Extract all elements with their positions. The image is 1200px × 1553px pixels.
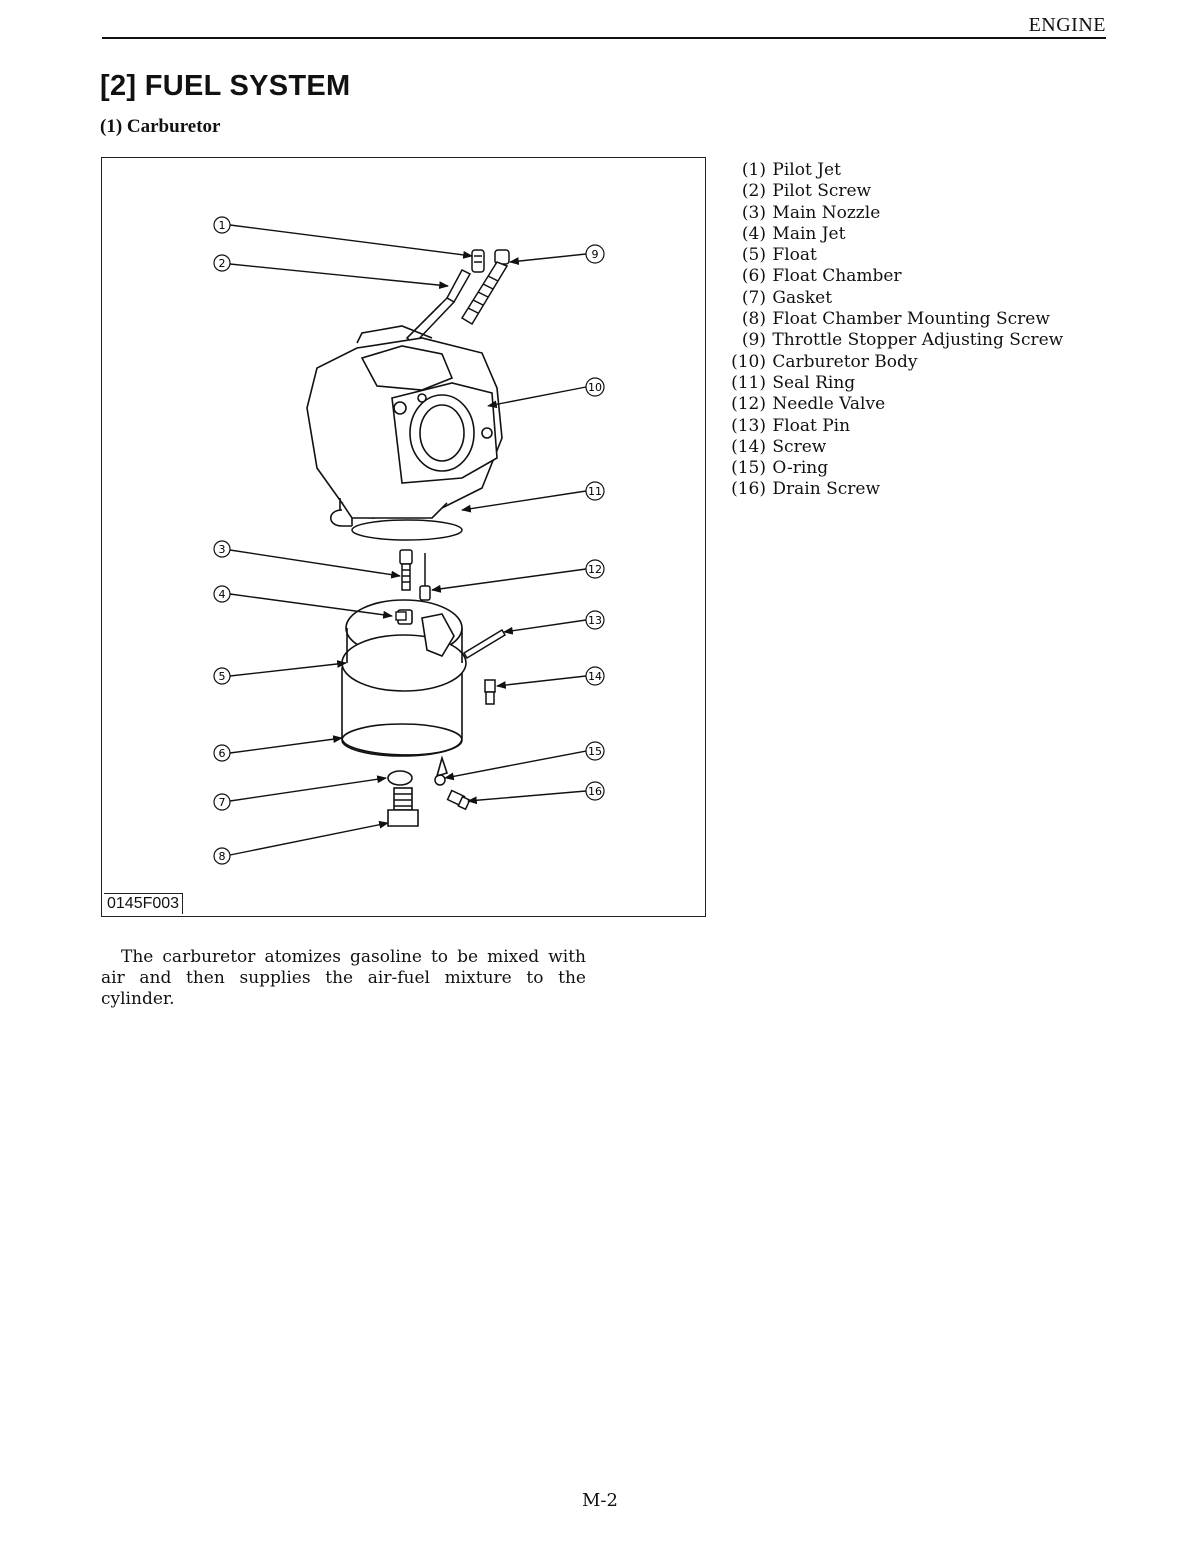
pilot-screw-part [407, 270, 470, 344]
legend-label: Main Nozzle [772, 202, 881, 223]
legend-number: (10) [731, 351, 766, 372]
callout-14-number: 14 [588, 670, 602, 683]
legend-item [720, 266, 1063, 287]
callout-16 [586, 782, 604, 800]
callout-10 [586, 378, 604, 396]
callout-7 [214, 794, 230, 810]
legend-label: Seal Ring [772, 372, 856, 393]
legend-label: O-ring [772, 458, 829, 479]
callout-6-number: 6 [218, 747, 226, 760]
callout-12-number: 12 [588, 563, 602, 576]
legend-number: (16) [731, 479, 766, 500]
legend-number: (11) [731, 372, 766, 393]
callout-8 [214, 848, 230, 864]
legend-number: (1) [741, 160, 766, 180]
section-title: [2] FUEL SYSTEM [100, 70, 351, 102]
legend-item [720, 288, 1063, 309]
callout-2-number: 2 [218, 257, 226, 270]
legend-item [720, 394, 1063, 415]
main-jet-part [396, 612, 406, 620]
legend-item [720, 224, 1063, 245]
legend-number: (15) [731, 458, 766, 479]
legend-label: Float [772, 245, 817, 266]
legend-item [720, 245, 1063, 266]
callout-3-number: 3 [218, 543, 226, 556]
callout-4-number: 4 [218, 588, 226, 601]
legend-item [720, 416, 1063, 437]
pilot-jet-part [472, 250, 484, 272]
callout-14 [586, 667, 604, 685]
legend-item [720, 373, 1063, 394]
legend-number: (12) [731, 394, 766, 415]
callout-1 [214, 217, 230, 233]
legend-label: Main Jet [772, 223, 846, 244]
legend-number: (7) [741, 287, 766, 308]
callout-11-number: 11 [588, 485, 602, 498]
legend-label: Carburetor Body [772, 351, 918, 372]
legend-label: Float Chamber Mounting Screw [772, 309, 1050, 330]
legend-label: Needle Valve [772, 394, 886, 415]
legend-number: (13) [731, 415, 766, 436]
callout-10-number: 10 [588, 381, 602, 394]
callout-9 [586, 245, 604, 263]
legend-label: Pilot Jet [772, 160, 841, 180]
callout-4 [214, 586, 230, 602]
parts-legend [720, 160, 1063, 501]
gasket-part [388, 771, 412, 785]
legend-number: (4) [741, 223, 766, 244]
callout-1-number: 1 [218, 219, 226, 232]
callout-12 [586, 560, 604, 578]
legend-label: Float Pin [772, 415, 851, 436]
legend-label: Gasket [772, 287, 833, 308]
legend-item [720, 309, 1063, 330]
callout-6 [214, 745, 230, 761]
callout-13-number: 13 [588, 614, 602, 627]
legend-number: (14) [731, 436, 766, 457]
callout-13 [586, 611, 604, 629]
legend-number: (6) [741, 266, 766, 287]
mounting-screw-part [388, 788, 418, 826]
legend-item [720, 160, 1063, 181]
legend-label: Pilot Screw [772, 181, 872, 202]
legend-number: (9) [741, 330, 766, 351]
carburetor-exploded-diagram [101, 157, 706, 917]
carburetor-body-part [307, 326, 502, 526]
seal-ring-part [352, 520, 462, 540]
subsection-title: (1) Carburetor [100, 116, 221, 137]
o-ring-part [435, 775, 445, 785]
legend-number: (5) [741, 245, 766, 266]
callout-3 [214, 541, 230, 557]
throttle-stopper-screw-part [462, 250, 509, 324]
legend-number: (3) [741, 202, 766, 223]
callout-9-number: 9 [591, 248, 599, 261]
callout-15 [586, 742, 604, 760]
legend-label: Float Chamber [772, 266, 902, 287]
callout-2 [214, 255, 230, 271]
needle-valve-part [420, 553, 430, 600]
legend-item [720, 181, 1063, 202]
running-header: ENGINE [1028, 14, 1106, 36]
callout-7-number: 7 [218, 796, 226, 809]
callout-5-number: 5 [218, 670, 226, 683]
page-number: M-2 [582, 1490, 618, 1511]
figure-code: 0145F003 [104, 893, 183, 914]
legend-item [720, 203, 1063, 224]
legend-item [720, 458, 1063, 479]
legend-label: Screw [772, 436, 827, 457]
legend-label: Throttle Stopper Adjusting Screw [772, 330, 1064, 351]
body-paragraph: The carburetor atomizes gasoline to be mixed with air and then supplies the air-fuel mixture to the cylinder. [101, 947, 586, 1009]
diagram-canvas [102, 158, 707, 918]
legend-number: (2) [741, 181, 766, 202]
drain-screw-part [448, 791, 470, 810]
callout-8-number: 8 [218, 850, 226, 863]
callout-5 [214, 668, 230, 684]
float-pin-part [464, 630, 505, 658]
legend-item [720, 330, 1063, 351]
screw-part [485, 680, 495, 704]
main-nozzle-part [400, 550, 412, 590]
callout-15-number: 15 [588, 745, 602, 758]
legend-item [720, 352, 1063, 373]
legend-item [720, 437, 1063, 458]
legend-label: Drain Screw [772, 479, 880, 500]
legend-number: (8) [741, 309, 766, 330]
callout-11 [586, 482, 604, 500]
legend-item [720, 479, 1063, 500]
header-rule [102, 37, 1106, 39]
callout-16-number: 16 [588, 785, 602, 798]
